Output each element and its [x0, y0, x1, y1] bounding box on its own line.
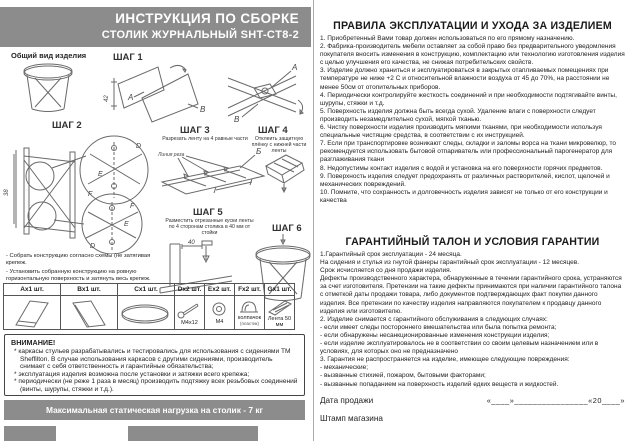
max-load-banner: Максимальная статическая нагрузка на столик - 7 кг — [4, 400, 305, 420]
rule-item: 6. Чистку поверхности изделия производить мягкими тканями, при необходимости используя специальные чистящие средства, в соответствии с их инструкцией. — [320, 124, 602, 140]
warning-box — [4, 334, 305, 396]
step1-label: ШАГ 1 — [113, 52, 143, 63]
rule-item: 8. Недопустимы контакт изделия с водой и установка на его поверхности горячих предметов. — [320, 164, 603, 172]
rule-item: 1. Приобретенный Вами товар должен использоваться по его прямому назначению. — [320, 35, 575, 42]
step4-label: ШАГ 4 — [258, 125, 288, 136]
assembly-notes — [6, 253, 158, 285]
step5-label: ШАГ 5 — [193, 207, 223, 218]
warranty-paragraph: Дефекты производственного характера, обнаруженные в течении гарантийного срока, устраняются за счет изготовителя. Претензии на такие дефекты принимаются при наличии гарантийного талона с отметкой даты продажи товара, либо документов подтверждающих факт покупки данного изделия. Все претензии по качеству изделия направляются покупателем к продавцу данного изделия или изготовителю. — [320, 275, 622, 315]
part-c-top-icon — [118, 297, 173, 329]
step2-callout-e2: E — [124, 221, 129, 228]
step3-callout-b: Б — [256, 147, 262, 156]
parts-table — [3, 283, 295, 330]
parts-header-f: Fх2 шт. — [235, 284, 265, 296]
step2-callout-d1: D — [136, 143, 142, 150]
step2-diagram — [2, 128, 154, 254]
step3-caption: Разрезать ленту на 4 равные части — [162, 136, 248, 142]
rule-item: 3. Изделие должно храниться и эксплуатироваться в закрытых отапливаемых помещениях при температуре не ниже +2 С и относительной влажности воздуха от 45 до 70%, на расстоянии не менее 50см от отопительных приборов. — [320, 67, 610, 91]
step1-diagram — [100, 60, 312, 126]
rule-item: 10. Помните, что сохранность и долговечность изделия зависят не только от его конструкции и качества — [320, 188, 608, 204]
product-name: СТОЛИК ЖУРНАЛЬНЫЙ SHT-CT8-2 — [101, 29, 299, 41]
warranty-list — [320, 251, 625, 389]
warranty-paragraph: - вызванные стихией, пожаром, бытовыми факторами; — [320, 372, 486, 380]
warning-item: * каркасы стульев разрабатывались и тестировались для использования с сидениями ТМ Sheffilton. В случае использования каркасов с другими сидениями, производитель снимает с себя ответственность и гарантийные обязательства; — [14, 348, 291, 371]
warranty-paragraph: - если обнаружены несанкционированные изменения конструкции изделия; — [320, 331, 550, 339]
warning-item: * периодически (не реже 1 раза в месяц) производить подтяжку всех резьбовых соединений (винты, шурупы, стяжки и т.д.). — [14, 378, 298, 393]
part-e-label: M4 — [215, 318, 224, 325]
rule-item: 4. Периодически контролируйте жесткость соединений и при необходимости подтягивайте винты, шурупы, стяжки и т.д. — [320, 91, 617, 107]
column-divider — [313, 0, 314, 441]
general-view-diagram — [20, 62, 76, 114]
part-d-cell — [175, 296, 205, 330]
parts-header-c: Сх1 шт. — [118, 284, 175, 296]
warranty-paragraph: - вызванные попаданием на поверхность изделий едких веществ и жидкостей. — [320, 380, 559, 388]
step2-callout-d2: D — [90, 243, 96, 250]
parts-header-a: Ах1 шт. — [4, 284, 61, 296]
assembly-note: - Собрать конструкцию согласно схемы (не затягивая крепеж. — [6, 253, 151, 266]
parts-header-e: Ех2 шт. — [205, 284, 235, 296]
part-c-cell — [118, 296, 175, 330]
step2-dim: 38 — [4, 189, 10, 196]
parts-header-b: Вх1 шт. — [61, 284, 118, 296]
step1-callout-b: B — [200, 105, 206, 114]
step2-callout-e1: E — [98, 171, 103, 178]
part-f-label: колпачок — [237, 315, 262, 321]
part-b-cell — [61, 296, 118, 330]
step2-label: ШАГ 2 — [52, 120, 82, 131]
parts-header-g: Gх1 шт. — [265, 284, 295, 296]
part-g-label: Лента 50 мм — [267, 315, 292, 328]
step5-caption: Разместить отрезанные куски ленты по 4 сторонам столика в 40 мм от стойки — [165, 218, 254, 236]
warranty-paragraph: - если изделие эксплуатировалось не в соответствии со своим целевым назначением или в условиях, для которых оно не предназначено — [320, 340, 599, 356]
rules-list — [320, 35, 625, 236]
sale-date-blank: «____»________________«20____» — [486, 395, 625, 405]
step2-callout-f2: F — [130, 203, 135, 210]
step2-callout-f1: F — [88, 191, 93, 198]
part-d-screw-icon — [175, 300, 203, 320]
rule-item: 7. Если при транспортировке возникают следы, складки и заломы ворса на ткани микровелюр, то рекомендуется использовать бытовой отпариватель или профессиональный парогенератор для разглаживания ткани — [320, 140, 617, 164]
step1-detail-callout-a: A — [292, 63, 298, 72]
warning-title: ВНИМАНИЕ! — [11, 338, 56, 347]
step5-dim-40: 40 — [188, 240, 195, 246]
rule-item: 5. Поверхность изделия должна быть всегда сухой. Удаление влаги с поверхности следует производить незамедлительно сухой, мягкой тканью. — [320, 107, 596, 123]
step4-diagram — [260, 150, 308, 194]
shop-stamp-label: Штамп магазина — [320, 413, 383, 423]
part-g-tape-icon — [265, 298, 294, 316]
footer-gray-block — [4, 426, 56, 441]
page-title: ИНСТРУКЦИЯ ПО СБОРКЕ — [115, 11, 299, 26]
part-a-frame-icon — [4, 297, 59, 329]
part-e-nut-icon — [205, 301, 233, 319]
general-view-label: Общий вид изделия — [11, 51, 87, 60]
sale-date-row — [320, 396, 625, 405]
warranty-paragraph: На сидения и стулья из гнутой фанеры гарантийный срок эксплуатации - 12 месяцев. — [320, 259, 580, 267]
warranty-paragraph: - механические; — [320, 364, 369, 372]
part-f-cap-icon — [235, 299, 263, 315]
step6-label: ШАГ 6 — [272, 223, 302, 234]
part-g-cell — [265, 296, 295, 330]
warranty-paragraph: 3. Гарантия не распространяется на изделие, имеющее следующие повреждения: — [320, 356, 570, 364]
rules-and-warranty-column — [320, 20, 625, 423]
warranty-title: ГАРАНТИЙНЫЙ ТАЛОН И УСЛОВИЯ ГАРАНТИИ — [345, 236, 600, 248]
assembly-note: - Установить собранную конструкцию на ровную горизонтальную поверхность и затянуть весь крепеж. — [6, 269, 151, 282]
warranty-paragraph: Срок исчисляется со дня продажи изделия. — [320, 267, 452, 275]
warranty-paragraph: 1.Гарантийный срок эксплуатации - 24 месяца. — [320, 251, 462, 258]
warranty-paragraph: 2. Изделие снимается с гарантийного обслуживания в следующих случаях: — [320, 315, 548, 323]
header-bar — [0, 7, 311, 47]
parts-header-d: Dх2 шт. — [175, 284, 205, 296]
part-d-label: M4x12 — [181, 319, 198, 326]
part-e-cell — [205, 296, 235, 330]
sale-date-label: Дата продажи — [320, 395, 374, 405]
step1-callout-a: A — [128, 93, 134, 102]
warranty-paragraph: - если имеет следы постороннего вмешательства или была попытка ремонта; — [320, 323, 557, 331]
rules-title: ПРАВИЛА ЭКСПЛУАТАЦИИ И УХОДА ЗА ИЗДЕЛИЕМ — [333, 20, 612, 32]
step4-caption: Отклеить защитную плёнку с нижней части ленты — [251, 136, 307, 154]
warning-item: * эксплуатация изделия возможна после установки и затяжки всего крепежа; — [14, 370, 250, 378]
rule-item: 2. Фабрика-производитель мебели оставляет за собой право без предварительного уведомления покупателя вносить изменения в конструкцию, комплектацию или технологию изготовления изделия с целью улучшения его качества, не снижая потребительских свойств. — [320, 43, 625, 67]
part-a-cell — [4, 296, 61, 330]
step1-dim: 42 — [104, 95, 110, 102]
footer-gray-block — [128, 426, 258, 441]
part-b-frame-icon — [61, 297, 116, 329]
part-f-sublabel: (пластик) — [240, 321, 259, 326]
cut-line-label: Линия реза — [158, 152, 185, 158]
step3-label: ШАГ 3 — [180, 125, 210, 136]
rule-item: 9. Поверхность изделия следует предохранять от различных растворителей, кислот, щелочей и механических повреждений. — [320, 172, 610, 188]
part-f-cell — [235, 296, 265, 330]
step1-detail-callout-b: B — [234, 115, 240, 124]
